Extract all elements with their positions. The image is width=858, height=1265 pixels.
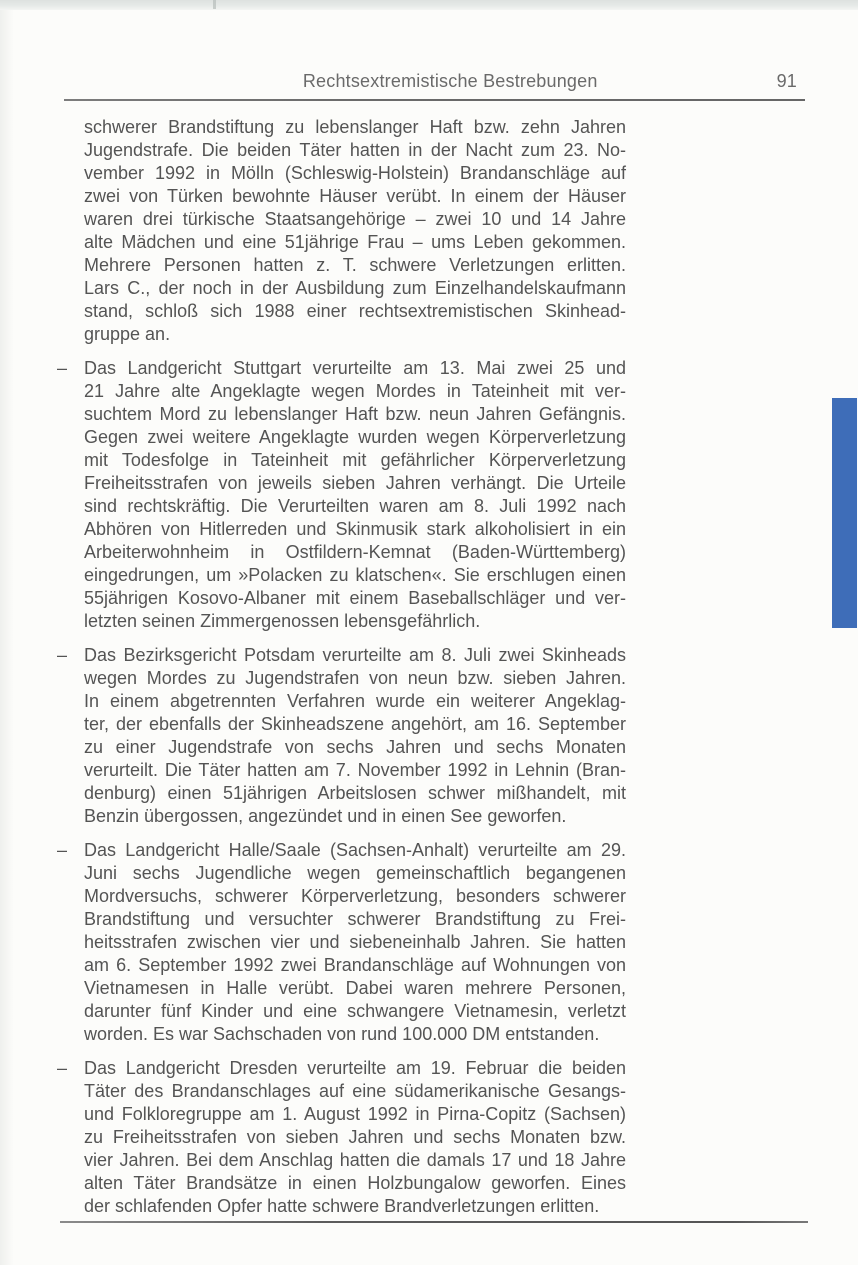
text-line: Jugendstrafe. Die beiden Täter hatten in der Nacht zum 23. No- [84, 140, 626, 160]
thumb-index-tab [832, 398, 857, 628]
text-line: waren drei türkische Staatsangehörige – zwei 10 und 14 Jahre [84, 209, 626, 229]
text-line: Mordversuchs, schwerer Körperverletzung, besonders schwerer [84, 886, 626, 906]
text-line: 55jährigen Kosovo-Albaner mit einem Baseballschläger und ver- [84, 588, 626, 608]
text-line: eingedrungen, um »Polacken zu klatschen«. Sie erschlugen einen [84, 565, 626, 585]
scan-edge-left [0, 10, 14, 1265]
text-line: vember 1992 in Mölln (Schleswig-Holstein) Brandanschläge auf [84, 163, 626, 183]
text-line: mit Todesfolge in Tateinheit mit gefährlicher Körperverletzung [84, 450, 626, 470]
text-line: Das Landgericht Stuttgart verurteilte am 13. Mai zwei 25 und [84, 358, 626, 378]
list-dash-marker: – [57, 645, 68, 665]
text-line: Arbeiterwohnheim in Ostfildern-Kemnat (Baden-Württemberg) [84, 542, 626, 562]
text-line: zu Freiheitsstrafen von sieben Jahren und sechs Monaten bzw. [84, 1127, 626, 1147]
list-dash-marker: – [57, 1058, 68, 1078]
text-line: zu einer Jugendstrafe von sechs Jahren und sechs Monaten [84, 737, 626, 757]
list-dash-marker: – [57, 840, 68, 860]
text-line: Abhören von Hitlerreden und Skinmusik stark alkoholisiert in ein [84, 519, 626, 539]
page-number: 91 [776, 71, 797, 91]
text-line: am 6. September 1992 zwei Brandanschläge auf Wohnungen von [84, 955, 626, 975]
text-line: letzten seinen Zimmergenossen lebensgefährlich. [84, 611, 481, 631]
text-line: Freiheitsstrafen von jeweils sieben Jahren verhängt. Die Urteile [84, 473, 626, 493]
text-line: Das Landgericht Halle/Saale (Sachsen-Anhalt) verurteilte am 29. [84, 840, 626, 860]
body-paragraph [57, 1057, 626, 1218]
text-line: Brandstiftung und versuchter schwerer Brandstiftung zu Frei- [84, 909, 626, 929]
text-line: 21 Jahre alte Angeklagte wegen Mordes in Tateinheit mit ver- [84, 381, 626, 401]
text-line: Juni sechs Jugendliche wegen gemeinschaftlich begangenen [84, 863, 626, 883]
list-dash-marker: – [57, 358, 68, 378]
text-line: Täter des Brandanschlages auf eine südamerikanische Gesangs- [84, 1081, 626, 1101]
text-line: darunter fünf Kinder und eine schwangere Vietnamesin, verletzt [84, 1001, 626, 1021]
text-line: alte Mädchen und eine 51jährige Frau – ums Leben gekommen. [84, 232, 626, 252]
body-paragraph [57, 357, 626, 633]
text-body [57, 116, 626, 1229]
text-line: der schlafenden Opfer hatte schwere Brandverletzungen erlitten. [84, 1196, 600, 1216]
text-line: zwei von Türken bewohnte Häuser verübt. In einem der Häuser [84, 186, 626, 206]
text-line: Lars C., der noch in der Ausbildung zum Einzelhandelskaufmann [84, 278, 626, 298]
text-line: In einem abgetrennten Verfahren wurde ein weiterer Angeklag- [84, 691, 626, 711]
text-line: sind rechtskräftig. Die Verurteilten waren am 8. Juli 1992 nach [84, 496, 626, 516]
header-rule [64, 99, 805, 101]
scan-notch [213, 0, 216, 9]
body-paragraph [57, 644, 626, 828]
text-line: worden. Es war Sachschaden von rund 100.000 DM entstanden. [84, 1024, 600, 1044]
text-line: und Folkloregruppe am 1. August 1992 in Pirna-Copitz (Sachsen) [84, 1104, 626, 1124]
text-line: Vietnamesen in Halle verübt. Dabei waren mehrere Personen, [84, 978, 626, 998]
text-line: stand, schloß sich 1988 einer rechtsextremistischen Skinhead- [84, 301, 626, 321]
text-line: gruppe an. [84, 324, 171, 344]
text-line: Mehrere Personen hatten z. T. schwere Verletzungen erlitten. [84, 255, 626, 275]
text-line: suchtem Mord zu lebenslanger Haft bzw. neun Jahren Gefängnis. [84, 404, 626, 424]
body-paragraph [84, 116, 626, 346]
text-line: Das Bezirksgericht Potsdam verurteilte am 8. Juli zwei Skinheads [84, 645, 626, 665]
page-header [64, 70, 805, 92]
body-paragraph [57, 839, 626, 1046]
running-title: Rechtsextremistische Bestrebungen [302, 71, 598, 91]
text-line: alten Täter Brandsätze in einen Holzbungalow geworfen. Eines [84, 1173, 626, 1193]
text-line: verurteilt. Die Täter hatten am 7. November 1992 in Lehnin (Bran- [84, 760, 626, 780]
text-line: vier Jahren. Bei dem Anschlag hatten die damals 17 und 18 Jahre [84, 1150, 626, 1170]
text-line: Gegen zwei weitere Angeklagte wurden wegen Körperverletzung [84, 427, 626, 447]
text-line: Benzin übergossen, angezündet und in einen See geworfen. [84, 806, 567, 826]
text-line: ter, der ebenfalls der Skinheadszene angehört, am 16. September [84, 714, 626, 734]
text-line: Das Landgericht Dresden verurteilte am 19. Februar die beiden [84, 1058, 626, 1078]
footer-rule [60, 1221, 808, 1223]
text-line: denburg) einen 51jährigen Arbeitslosen schwer mißhandelt, mit [84, 783, 626, 803]
scan-edge-top [0, 0, 858, 10]
text-line: schwerer Brandstiftung zu lebenslanger Haft bzw. zehn Jahren [84, 117, 626, 137]
text-line: wegen Mordes zu Jugendstrafen von neun bzw. sieben Jahren. [84, 668, 626, 688]
text-line: heitsstrafen zwischen vier und siebeneinhalb Jahren. Sie hatten [84, 932, 626, 952]
